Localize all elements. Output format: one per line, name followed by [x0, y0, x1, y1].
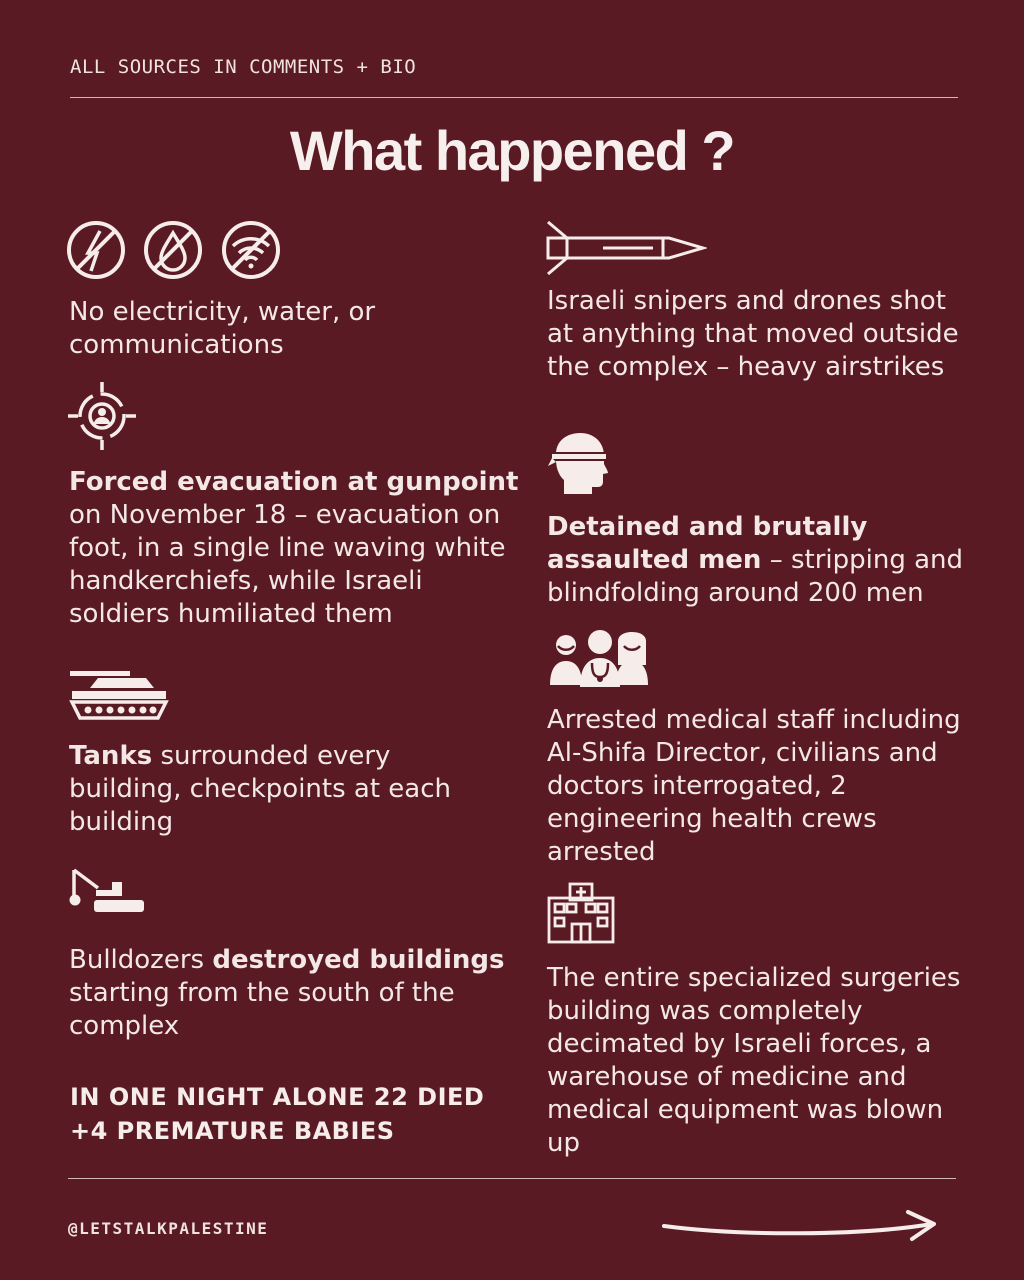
medical-text: Arrested medical staff including Al-Shifa Director, civilians and doctors interrogated, 2 engineering health crews arrested — [547, 705, 961, 867]
no-water-icon — [146, 223, 200, 277]
bottom-divider — [68, 1178, 956, 1179]
detained-bold: Detained and brutally assaulted men — [547, 512, 868, 575]
bulldozers-bold: destroyed buildings — [212, 945, 505, 975]
evacuation-bold: Forced evacuation at gunpoint — [69, 467, 519, 497]
bulldozers-text — [69, 944, 529, 1043]
blindfolded-head-icon — [548, 432, 610, 496]
excavator-icon — [68, 866, 148, 916]
evacuation-text — [69, 466, 529, 631]
no-electricity-icon — [69, 223, 123, 277]
tanks-bold: Tanks — [69, 741, 153, 771]
top-divider — [70, 97, 958, 98]
bulldozers-lead: Bulldozers — [69, 945, 213, 975]
missile-icon — [545, 220, 707, 276]
evacuation-detail: on November 18 – evacuation on foot, in a single line waving white handkerchiefs, while Israeli soldiers humiliated them — [69, 500, 506, 629]
hospital-icon — [546, 880, 616, 944]
tanks-text — [69, 740, 509, 839]
account-handle[interactable]: @LETSTALKPALESTINE — [68, 1219, 269, 1238]
bulldozers-detail: starting from the south of the complex — [69, 978, 455, 1041]
detained-text — [547, 511, 977, 610]
target-person-icon — [66, 380, 138, 452]
detained-detail: – stripping and blindfolding around 200 men — [547, 545, 964, 608]
no-wifi-icon — [224, 223, 278, 277]
sources-note: ALL SOURCES IN COMMENTS + BIO — [70, 56, 417, 78]
utility-icons — [66, 221, 286, 281]
tank-icon — [68, 668, 170, 722]
tanks-detail: surrounded every building, checkpoints at each building — [69, 741, 452, 837]
page-title: What happened ? — [289, 119, 735, 182]
snipers-text: Israeli snipers and drones shot at anything that moved outside the complex – heavy airstrikes — [547, 286, 959, 382]
surgeries-text: The entire specialized surgeries building was completely decimated by Israeli forces, a warehouse of medicine and medical equipment was blown up — [547, 963, 961, 1158]
death-toll: IN ONE NIGHT ALONE 22 DIED +4 PREMATURE BABIES — [70, 1083, 485, 1145]
arrow-right-icon[interactable] — [660, 1206, 940, 1246]
utilities-text: No electricity, water, or communications — [69, 297, 376, 360]
medical-staff-icon — [548, 625, 652, 687]
